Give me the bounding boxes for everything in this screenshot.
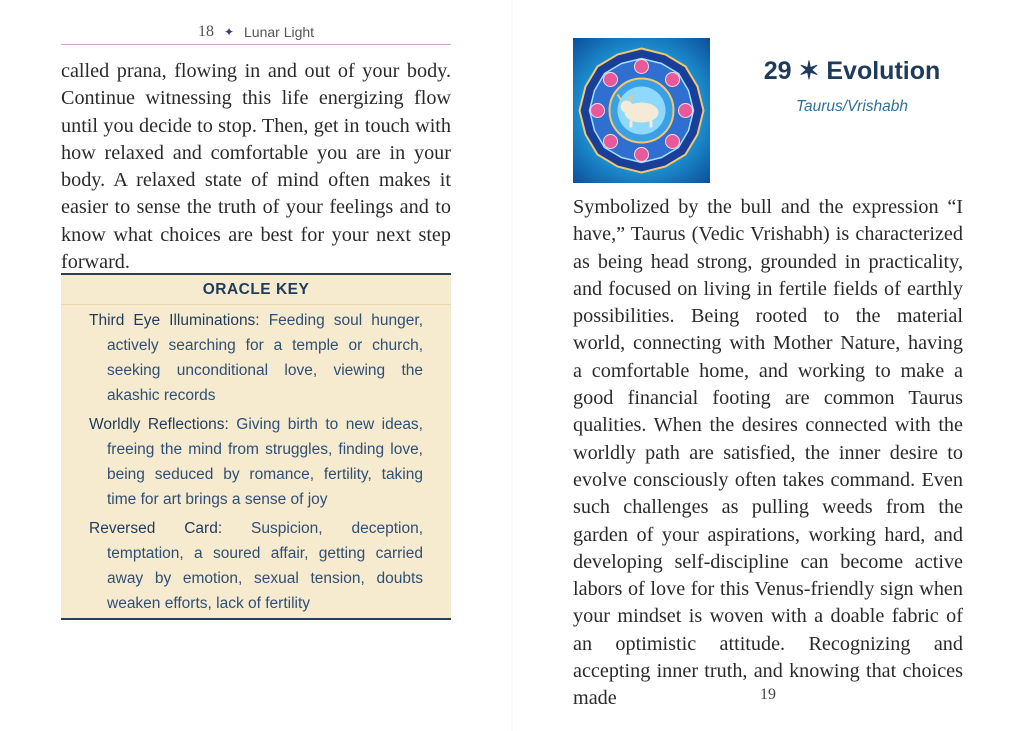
right-page	[512, 0, 1024, 731]
chapter-title: 29 ✶ Evolution	[763, 57, 941, 85]
running-header	[61, 20, 451, 44]
oracle-entry-text: Suspicion, deception, temptation, a soured affair, getting carried away by emotion, sexual tension, doubts weaken efforts, lack of fertility	[107, 520, 424, 612]
taurus-mandala-card-image	[573, 38, 710, 183]
header-book-title: Lunar Light	[244, 24, 315, 40]
mandala-illustration	[573, 38, 710, 183]
oracle-entry-reversed	[89, 516, 423, 616]
chapter-subtitle: Taurus/Vrishabh	[795, 98, 909, 115]
oracle-entry-third-eye	[89, 308, 423, 408]
right-body-text: Symbolized by the bull and the expression “I have,” Taurus (Vedic Vrishabh) is characterized as being head strong, grounded in practicality, and focused on living in fertile fields of earthly possibilities. Being rooted to the material world, connecting with Mother Nature, having a comfortable home, and working to make a good financial footing are common Taurus qualities. When the desires connected with the worldly path are satisfied, the inner desire to evolve consciously often takes command. Even such challenges as pulling weeds from the garden of your aspirations, working hard, and developing self-discipline can become active labors of love for this Venus-friendly sign when your mindset is woven with a doable fabric of an optimistic attitude. Recognizing and accepting inner truth, and knowing that choices made	[573, 196, 963, 710]
oracle-entry-label: Third Eye Illuminations:	[89, 312, 260, 329]
oracle-entry-worldly	[89, 412, 423, 512]
oracle-entry-label: Worldly Reflections:	[89, 416, 229, 433]
header-page-number: 18	[197, 23, 214, 40]
header-rule	[61, 44, 451, 45]
oracle-entry-label: Reversed Card:	[89, 520, 223, 537]
oracle-key-title: ORACLE KEY	[61, 275, 451, 305]
page-number-folio: 19	[760, 686, 776, 703]
star-icon: ✦	[223, 25, 234, 39]
oracle-key-box	[61, 273, 451, 620]
oracle-entry-text: Feeding soul hunger, actively searching for a temple or church, seeking unconditional love, viewing the akashic records	[107, 312, 423, 404]
left-body-text: called prana, flowing in and out of your body. Continue witnessing this life energizing flow until you decide to stop. Then, get in touch with how relaxed and comfortable you are in your body. A relaxed state of mind often makes it easier to sense the truth of your feelings and to know what choices are best for your next step forward.	[61, 60, 451, 274]
oracle-entry-text: Giving birth to new ideas, freeing the mind from struggles, finding love, being seduced by romance, fertility, taking time for art brings a sense of joy	[107, 416, 423, 508]
